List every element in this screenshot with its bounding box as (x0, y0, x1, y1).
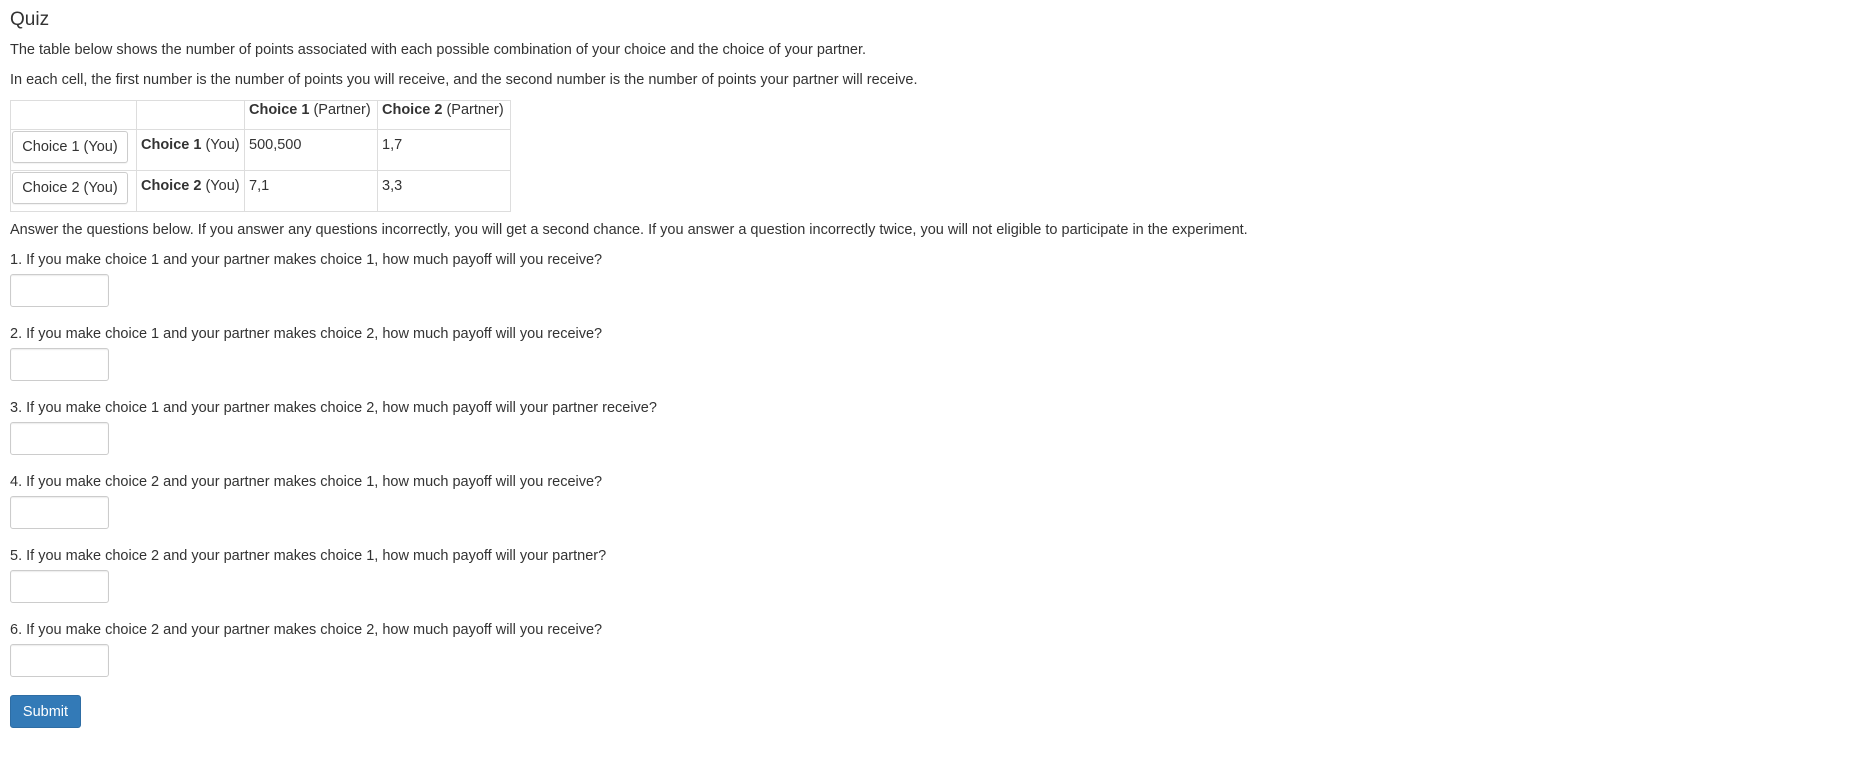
question-4-input[interactable] (10, 496, 109, 529)
question-3-label: 3. If you make choice 1 and your partner makes choice 2, how much payoff will your partner receive? (10, 400, 657, 416)
payoff-cell: 500,500 (245, 130, 378, 171)
empty-header-cell (137, 101, 245, 130)
payoff-cell: 3,3 (378, 171, 511, 212)
table-row (11, 130, 511, 171)
payoff-cell: 1,7 (378, 130, 511, 171)
question-4-label: 4. If you make choice 2 and your partner makes choice 1, how much payoff will you receive? (10, 474, 603, 490)
question-2-input[interactable] (10, 348, 109, 381)
choice-2-you-button[interactable]: Choice 2 (You) (12, 172, 128, 204)
table-row (11, 171, 511, 212)
payoff-cell: 7,1 (245, 171, 378, 212)
column-header-choice-1-partner: Choice 1 (Partner) (245, 101, 378, 130)
question-3-input[interactable] (10, 422, 109, 455)
quiz-instructions: Answer the questions below. If you answer any questions incorrectly, you will get a second chance. If you answer a question incorrectly twice, you will not eligible to participate in the experiment. (10, 222, 1248, 238)
table-header-row (11, 101, 511, 130)
intro-text-2: In each cell, the first number is the number of points you will receive, and the second number is the number of points your partner will receive. (10, 72, 918, 88)
payoff-table (10, 100, 511, 212)
question-1-label: 1. If you make choice 1 and your partner makes choice 1, how much payoff will you receive? (10, 252, 603, 268)
question-6-label: 6. If you make choice 2 and your partner makes choice 2, how much payoff will you receive? (10, 622, 603, 638)
row-label-choice-2-you: Choice 2 (You) (137, 171, 245, 212)
submit-button[interactable]: Submit (10, 695, 81, 728)
question-1-input[interactable] (10, 274, 109, 307)
question-6-input[interactable] (10, 644, 109, 677)
question-5-label: 5. If you make choice 2 and your partner makes choice 1, how much payoff will your partner? (10, 548, 607, 564)
empty-header-cell (11, 101, 137, 130)
question-2-label: 2. If you make choice 1 and your partner makes choice 2, how much payoff will you receive? (10, 326, 603, 342)
choice-1-you-button[interactable]: Choice 1 (You) (12, 131, 128, 163)
row-label-choice-1-you: Choice 1 (You) (137, 130, 245, 171)
intro-text-1: The table below shows the number of points associated with each possible combination of your choice and the choice of your partner. (10, 42, 867, 58)
page-title: Quiz (10, 9, 50, 30)
question-5-input[interactable] (10, 570, 109, 603)
column-header-choice-2-partner: Choice 2 (Partner) (378, 101, 511, 130)
